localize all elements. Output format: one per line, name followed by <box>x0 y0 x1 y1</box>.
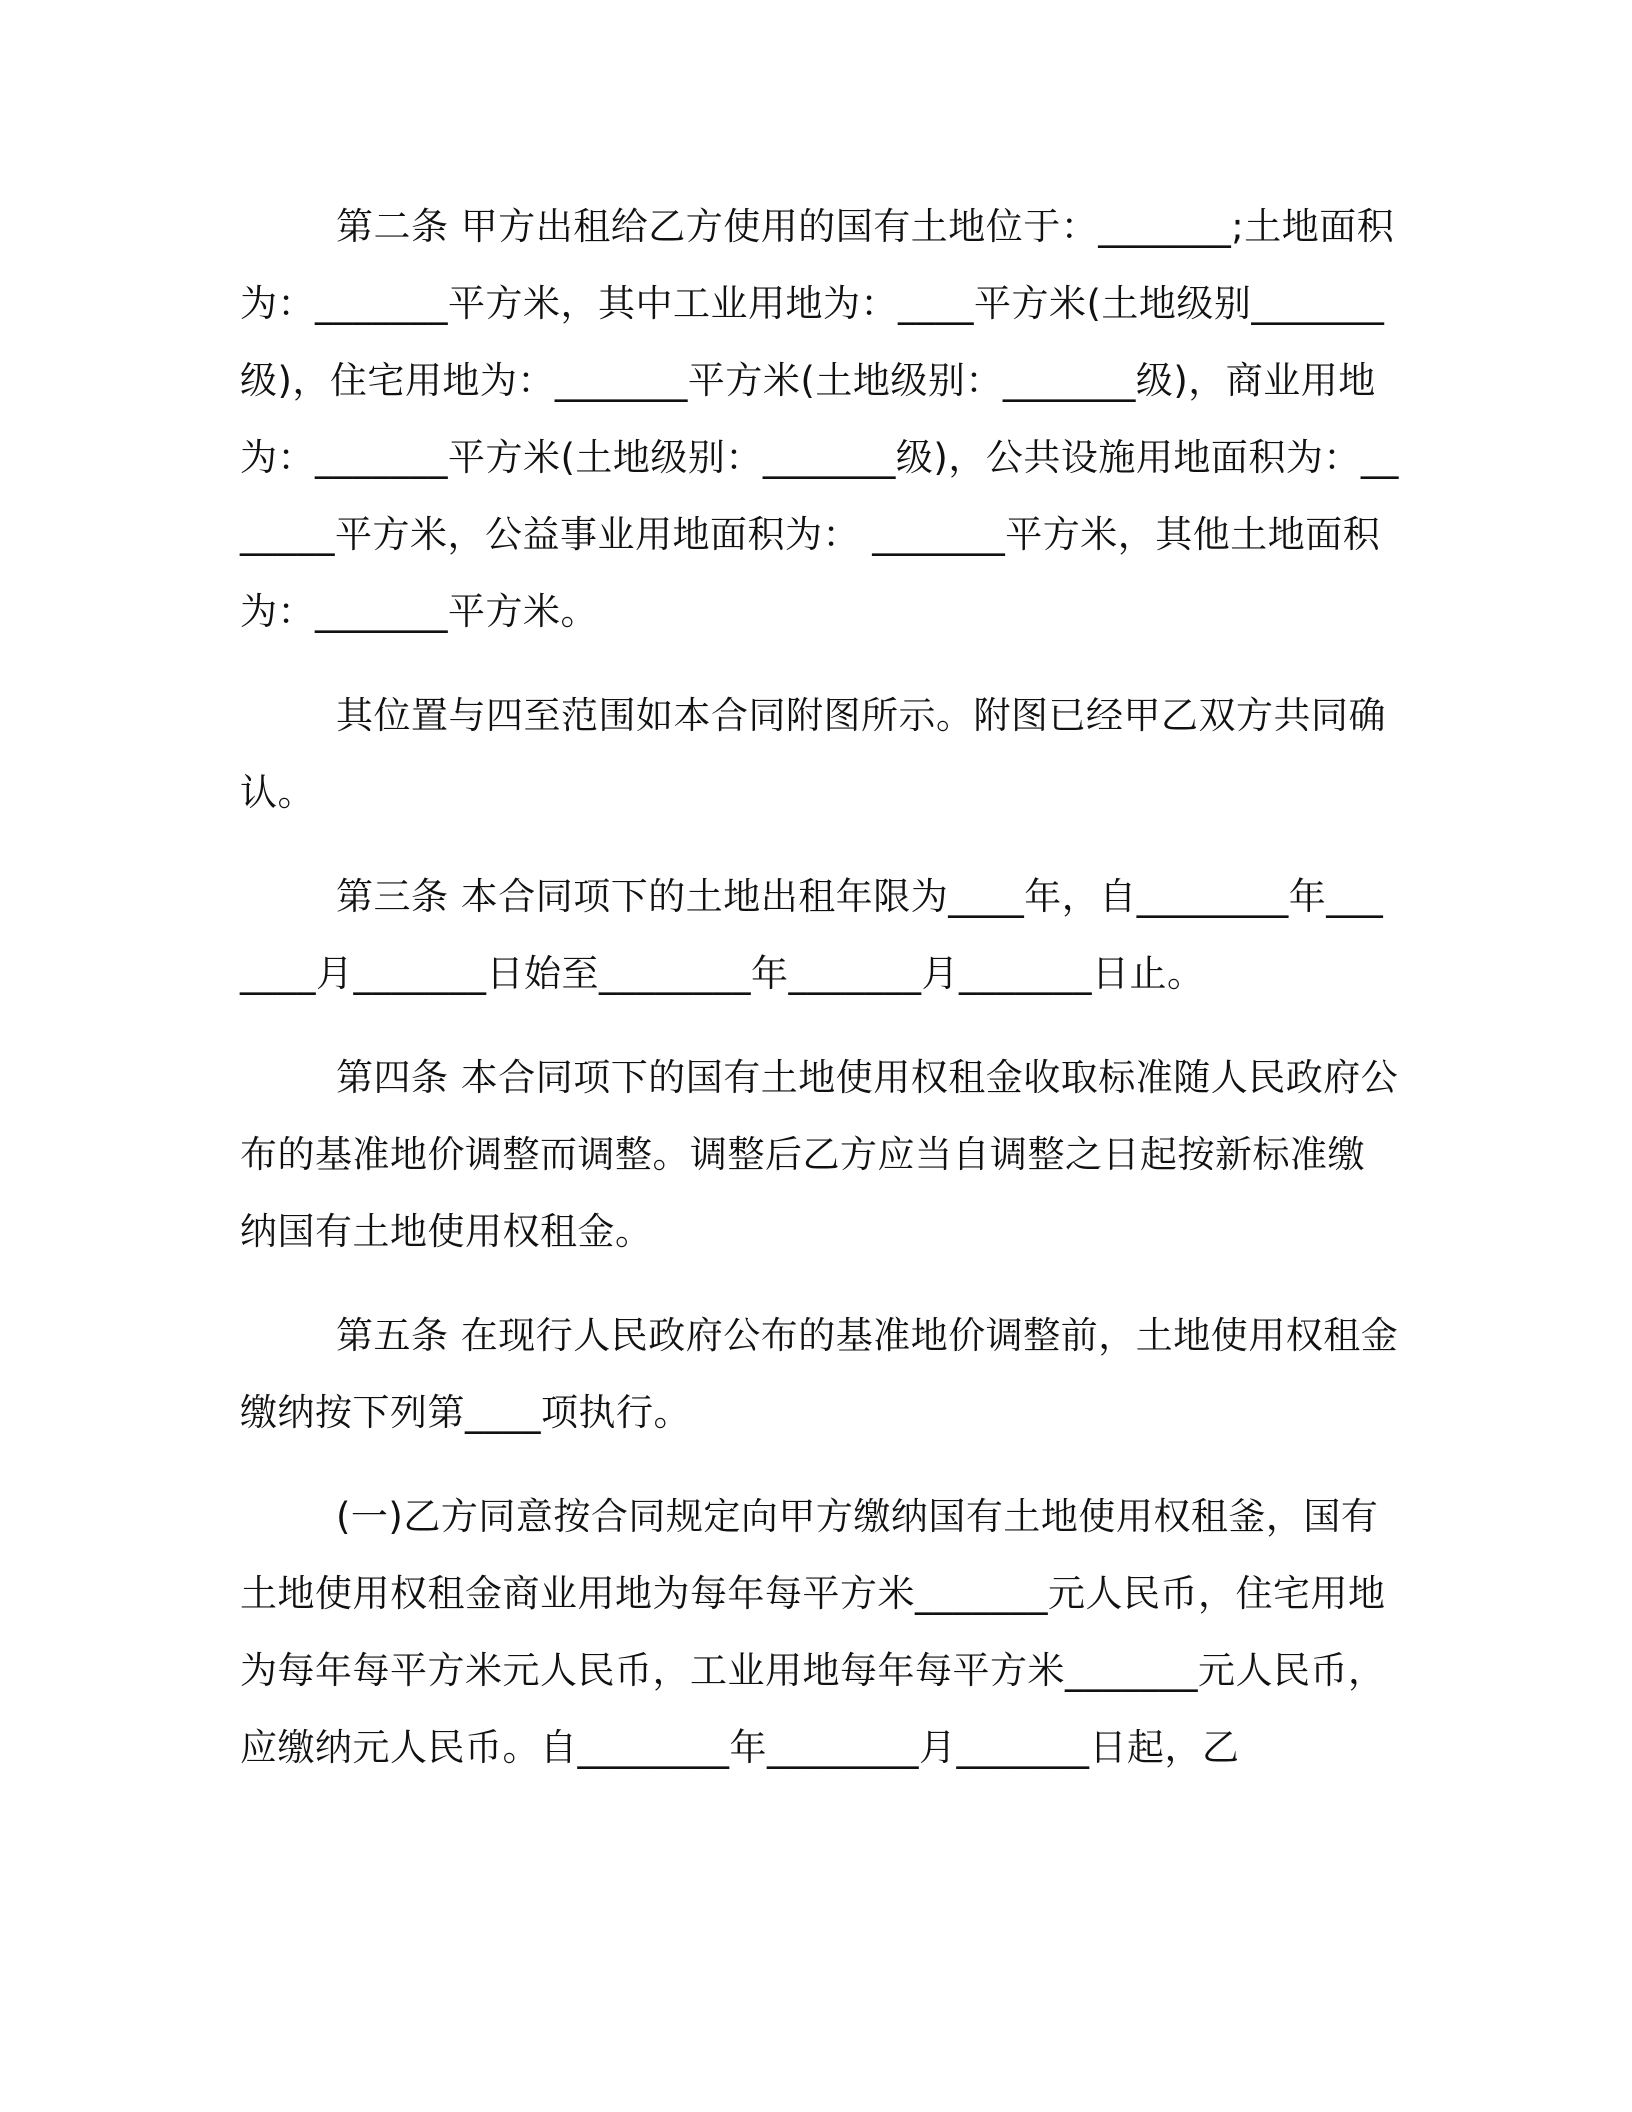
article-4-paragraph: 第四条 本合同项下的国有土地使用权租金收取标准随人民政府公布的基准地价调整而调整。调整后乙方应当自调整之日起按新标准缴纳国有土地使用权租金。 <box>240 1056 1399 1253</box>
location-boundary-paragraph: 其位置与四至范围如本合同附图所示。附图已经甲乙双方共同确认。 <box>240 694 1386 814</box>
article-5-item-1-paragraph: (一)乙方同意按合同规定向甲方缴纳国有土地使用权租釜，国有土地使用权租金商业用地为每年每平方米_______元人民币，住宅用地为每年每平方米元人民币，工业用地每年每平方米_______元人民币，应缴纳元人民币。自________年________月_______日起，乙 <box>240 1495 1386 1769</box>
article-5-paragraph: 第五条 在现行人民政府公布的基准地价调整前，土地使用权租金缴纳按下列第____项执行。 <box>240 1314 1399 1434</box>
article-2-paragraph: 第二条 甲方出租给乙方使用的国有土地位于：_______;土地面积为：_______平方米，其中工业用地为：____平方米(土地级别_______级)，住宅用地为：_______平方米(土地级别：_______级)，商业用地为：_______平方米(土地级别：_______级)，公共设施用地面积为：_______平方米，公益事业用地面积为： _______平方米，其他土地面积为：_______平方米。 <box>240 205 1399 633</box>
contract-body <box>240 188 1400 1813</box>
article-3-paragraph: 第三条 本合同项下的土地出租年限为____年，自________年_______月_______日始至________年_______月_______日止。 <box>240 875 1384 995</box>
